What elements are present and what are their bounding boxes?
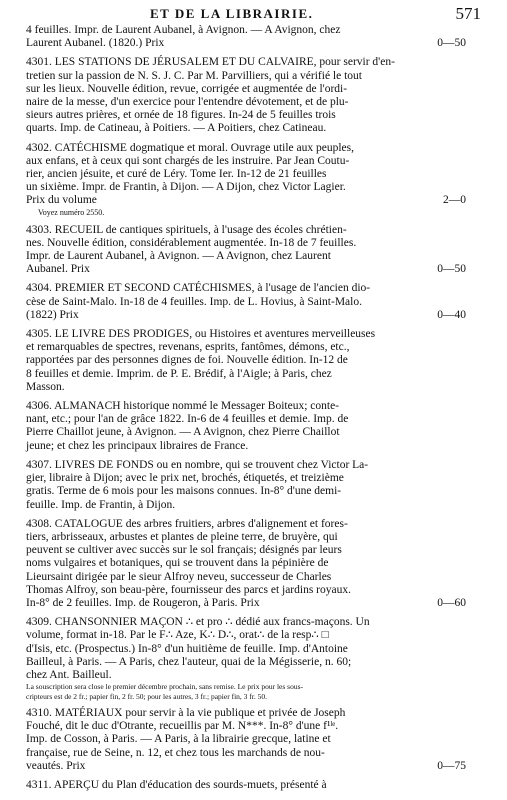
entry-price: 0—75 bbox=[437, 759, 466, 772]
entry-line: Lieursaint dirigée par le sieur Alfroy neveu, successeur de Charles bbox=[26, 570, 332, 583]
entry-line bbox=[26, 309, 486, 322]
entry-line: 4309. CHANSONNIER MAÇON ∴ et pro ∴ dédié aux francs-maçons. Un bbox=[26, 616, 370, 629]
catalogue-entry bbox=[26, 224, 486, 277]
entry-line bbox=[26, 760, 486, 773]
entry-line: 4310. MATÉRIAUX pour servir à la vie publique et privée de Joseph bbox=[26, 706, 346, 719]
entry-line: aux enfans, et à ceux qui sont chargés de les instruire. Par Jean Coutu- bbox=[26, 154, 350, 167]
entry-line bbox=[26, 597, 486, 610]
catalogue-entry bbox=[26, 56, 486, 135]
entry-line: 4303. RECUEIL de cantiques spirituels, à l'usage des écoles chrétien- bbox=[26, 223, 347, 236]
entry-line: française, rue de Seine, n. 12, et chez tous les marchands de nou- bbox=[26, 746, 325, 759]
entry-line: quarts. Imp. de Catineau, à Poitiers. — A Poitiers, chez Catineau. bbox=[26, 122, 327, 135]
entry-line-text: Laurent Aubanel. (1820.) Prix bbox=[26, 37, 165, 50]
entry-line: 4308. CATALOGUE des arbres fruitiers, arbres d'alignement et fores- bbox=[26, 517, 348, 530]
entry-line: 4305. LE LIVRE DES PRODIGES, ou Histoires et aventures merveilleuses bbox=[26, 328, 376, 341]
entry-line: 4302. CATÉCHISME dogmatique et moral. Ouvrage utile aux peuples, bbox=[26, 141, 355, 154]
catalogue-entry bbox=[26, 518, 486, 610]
catalogue-entry bbox=[26, 459, 486, 512]
entry-line-text: (1822) Prix bbox=[26, 308, 79, 321]
entry-line: 4307. LIVRES DE FONDS ou en nombre, qui se trouvent chez Victor La- bbox=[26, 458, 369, 471]
entry-footnote: cripteurs est de 2 fr.; papier fin, 2 fr. 50; pour les autres, 3 fr.; papier fin, 3 fr. 50. bbox=[26, 691, 267, 701]
catalogue-entry bbox=[26, 24, 486, 50]
entry-line: Imp. de Cosson, à Paris. — A Paris, à la librairie grecque, latine et bbox=[26, 733, 331, 746]
catalogue-entry bbox=[26, 400, 486, 453]
entry-line: peuvent se cultiver avec succès sur le sol français; désignés par leurs bbox=[26, 544, 342, 557]
entry-line: 4311. APERÇU du Plan d'éducation des sourds-muets, présenté à bbox=[26, 778, 327, 791]
entry-line: 4 feuilles. Impr. de Laurent Aubanel, à Avignon. — A Avignon, chez bbox=[26, 24, 341, 36]
entry-line: Fouché, dit le duc d'Otrante, recueillis par M. N***. In-8° d'une f¹ˡᵉ. bbox=[26, 720, 339, 733]
entry-line: Impr. de Laurent Aubanel, à Avignon. — A Avignon, chez Laurent bbox=[26, 250, 331, 263]
entry-line: tretien sur la passion de N. S. J. C. Par M. Parvilliers, qui a vérifié le tout bbox=[26, 69, 362, 82]
entry-price: 0—50 bbox=[437, 263, 466, 276]
entry-line: d'Isis, etc. (Prospectus.) In-8° d'un huitième de feuille. Imp. d'Antoine bbox=[26, 642, 348, 655]
entry-line: sur les lieux. Nouvelle édition, revue, corrigée et augmentée de l'ordi- bbox=[26, 82, 348, 95]
entry-note: Voyez numéro 2550. bbox=[38, 207, 105, 217]
entry-line: tiers, arbrisseaux, arbustes et plantes de pleine terre, de bruyère, qui bbox=[26, 530, 338, 543]
entry-line: chez Ant. Bailleul. bbox=[26, 668, 112, 681]
entry-line: 4301. LES STATIONS DE JÉRUSALEM ET DU CALVAIRE, pour servir d'en- bbox=[26, 56, 395, 69]
entry-line: 8 feuilles et demie. Imprim. de P. E. Brédif, à l'Aigle; à Paris, chez bbox=[26, 367, 332, 380]
entry-line-text: veautés. Prix bbox=[26, 759, 86, 772]
entry-line: feuille. Imp. de Frantin, à Dijon. bbox=[26, 498, 176, 511]
entry-line: Bailleul, à Paris. — A Paris, chez l'auteur, quai de la Mégisserie, n. 60; bbox=[26, 655, 352, 668]
catalogue-entry bbox=[26, 616, 486, 701]
catalogue-entry bbox=[26, 282, 486, 322]
entry-price: 0—60 bbox=[437, 596, 466, 609]
entry-line: 4306. ALMANACH historique nommé le Messager Boiteux; conte- bbox=[26, 400, 340, 413]
entry-line-text: In-8° de 2 feuilles. Imp. de Rougeron, à Paris. Prix bbox=[26, 596, 260, 609]
catalogue-entry bbox=[26, 779, 486, 792]
entry-line: sieurs autres prières, et ornée de 18 figures. In-24 de 5 feuilles trois bbox=[26, 109, 336, 122]
entry-line-text: Aubanel. Prix bbox=[26, 263, 90, 276]
entry-line: naire de la messe, d'un exercice pour l'entendre dévotement, et de plu- bbox=[26, 96, 349, 109]
entry-line: Pierre Chaillot jeune, à Avignon. — A Avignon, chez Pierre Chaillot bbox=[26, 426, 340, 439]
entry-price: 2—0 bbox=[443, 194, 466, 207]
entry-line: gier, libraire à Dijon; avec le prix net, brochés, étiquetés, et treizième bbox=[26, 472, 344, 485]
entry-footnote: La souscription sera close le premier décembre prochain, sans remise. Le prix pour les sous- bbox=[26, 682, 303, 692]
entry-line: nant, etc.; pour l'an de grâce 1822. In-6 de 4 feuilles et demie. Imp. de bbox=[26, 413, 349, 426]
entry-line: Thomas Alfroy, son beau-père, fournisseur des parcs et jardins royaux. bbox=[26, 583, 351, 596]
entry-line: volume, format in-18. Par le F∴ Aze, K∴ D∴, orat∴ de la resp∴ □ bbox=[26, 629, 329, 642]
entry-line: un sixième. Impr. de Frantin, à Dijon. — A Dijon, chez Victor Lagier. bbox=[26, 181, 346, 194]
entry-line: cèse de Saint-Malo. In-18 de 4 feuilles. Imp. de L. Hovius, à Saint-Malo. bbox=[26, 295, 362, 308]
entry-line bbox=[26, 194, 486, 207]
page-header bbox=[0, 2, 507, 24]
entry-line: rapportées par des personnes dignes de foi. Nouvelle édition. In-12 de bbox=[26, 354, 348, 367]
entry-line: nes. Nouvelle édition, considérablement augmentée. In-18 de 7 feuilles. bbox=[26, 236, 357, 249]
catalogue-entries bbox=[26, 24, 486, 792]
entry-price: 0—40 bbox=[437, 308, 466, 321]
entry-line bbox=[26, 263, 486, 276]
running-title: ET DE LA LIBRAIRIE. bbox=[150, 6, 314, 21]
entry-price: 0—50 bbox=[437, 37, 466, 50]
entry-line: 4304. PREMIER ET SECOND CATÉCHISMES, à l'usage de l'ancien dio- bbox=[26, 282, 371, 295]
entry-line: Masson. bbox=[26, 380, 65, 393]
catalogue-entry bbox=[26, 707, 486, 773]
entry-line: rier, ancien jésuite, et curé de Léry. Tome Ier. In-12 de 21 feuilles bbox=[26, 168, 327, 181]
entry-line bbox=[26, 37, 486, 50]
page-number: 571 bbox=[455, 4, 481, 23]
catalogue-entry bbox=[26, 328, 486, 394]
entry-line: et remarquables de spectres, revenans, esprits, fantômes, démons, etc., bbox=[26, 341, 350, 354]
catalogue-entry bbox=[26, 142, 486, 218]
entry-line-text: Prix du volume bbox=[26, 194, 97, 207]
entry-line: gratis. Terme de 6 mois pour les maisons connues. In-8° d'une demi- bbox=[26, 485, 342, 498]
entry-line: jeune; et chez les principaux libraires de France. bbox=[26, 439, 249, 452]
entry-line: noms vulgaires et botaniques, qui se trouvent dans la pépinière de bbox=[26, 557, 329, 570]
